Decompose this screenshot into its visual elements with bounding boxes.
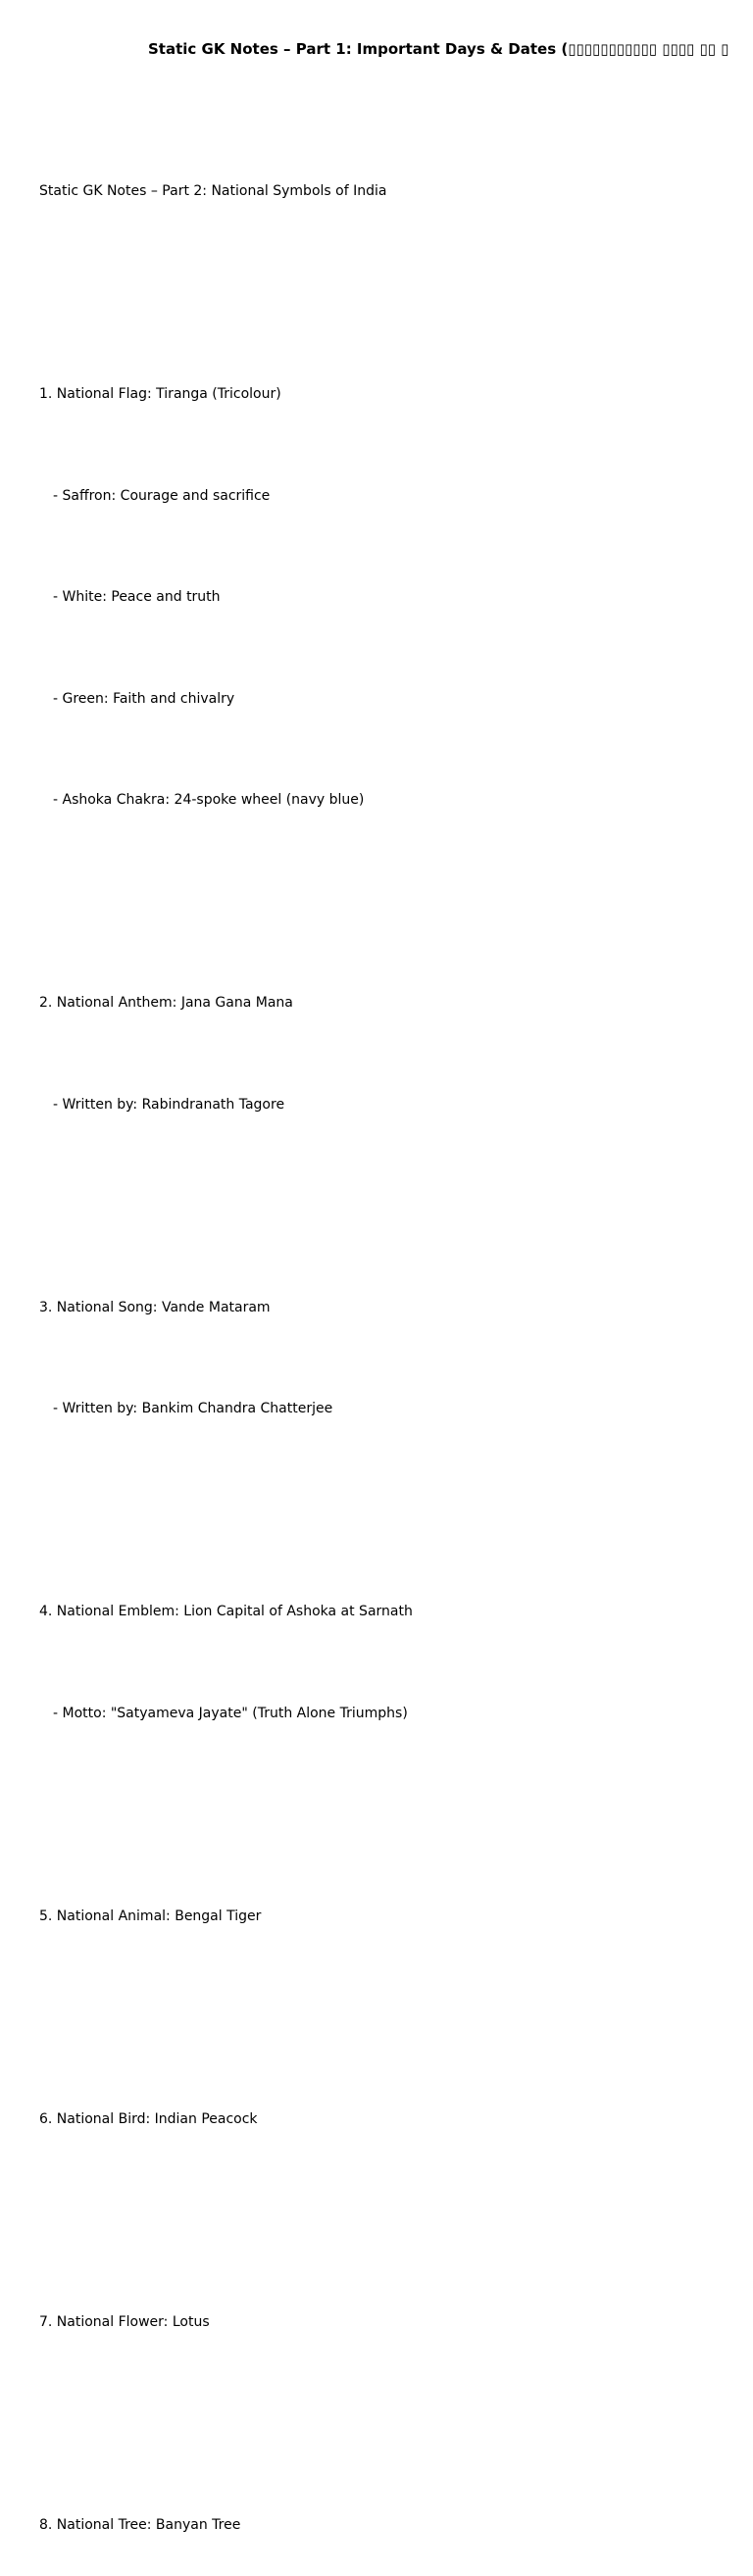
blank-line	[39, 1798, 413, 1832]
list-item-national-bird: 6. National Bird: Indian Peacock	[39, 2110, 258, 2127]
list-item-national-song: 3. National Song: Vande Mataram	[39, 1299, 271, 1315]
document-title: Static GK Notes – Part 1: Important Days & Dates (▯▯▯▯▯▯▯▯▯▯▯ ▯▯▯▯ ▯▯ ▯	[148, 40, 729, 58]
sub-item-anthem-author: - Written by: Rabindranath Tagore	[53, 1096, 285, 1113]
blank-line	[39, 276, 413, 311]
blank-line	[39, 885, 413, 919]
sub-item-saffron: - Saffron: Courage and sacrifice	[53, 487, 271, 504]
sub-item-white: - White: Peace and truth	[53, 589, 221, 605]
list-item-national-flower: 7. National Flower: Lotus	[39, 2313, 210, 2330]
blank-line	[39, 2001, 413, 2035]
section-heading: Static GK Notes – Part 2: National Symbols of India	[39, 183, 387, 199]
sub-item-song-author: - Written by: Bankim Chandra Chatterjee	[53, 1401, 333, 1416]
sub-item-green: - Green: Faith and chivalry	[53, 690, 235, 707]
blank-line	[39, 2406, 413, 2441]
list-item-national-tree: 8. National Tree: Banyan Tree	[39, 2516, 241, 2533]
sub-item-ashoka-chakra: - Ashoka Chakra: 24-spoke wheel (navy blue)	[53, 792, 365, 808]
blank-line	[39, 1189, 413, 1223]
list-item-national-animal: 5. National Animal: Bengal Tiger	[39, 1907, 262, 1924]
sub-item-motto: - Motto: "Satyameva Jayate" (Truth Alone Triumphs)	[53, 1705, 408, 1721]
list-item-national-anthem: 2. National Anthem: Jana Gana Mana	[39, 995, 293, 1011]
blank-line	[39, 2204, 413, 2238]
blank-line	[39, 1494, 413, 1528]
list-item-national-emblem: 4. National Emblem: Lion Capital of Ashoka at Sarnath	[39, 1604, 413, 1619]
list-item-national-flag: 1. National Flag: Tiranga (Tricolour)	[39, 386, 281, 402]
document-body	[39, 107, 413, 2576]
